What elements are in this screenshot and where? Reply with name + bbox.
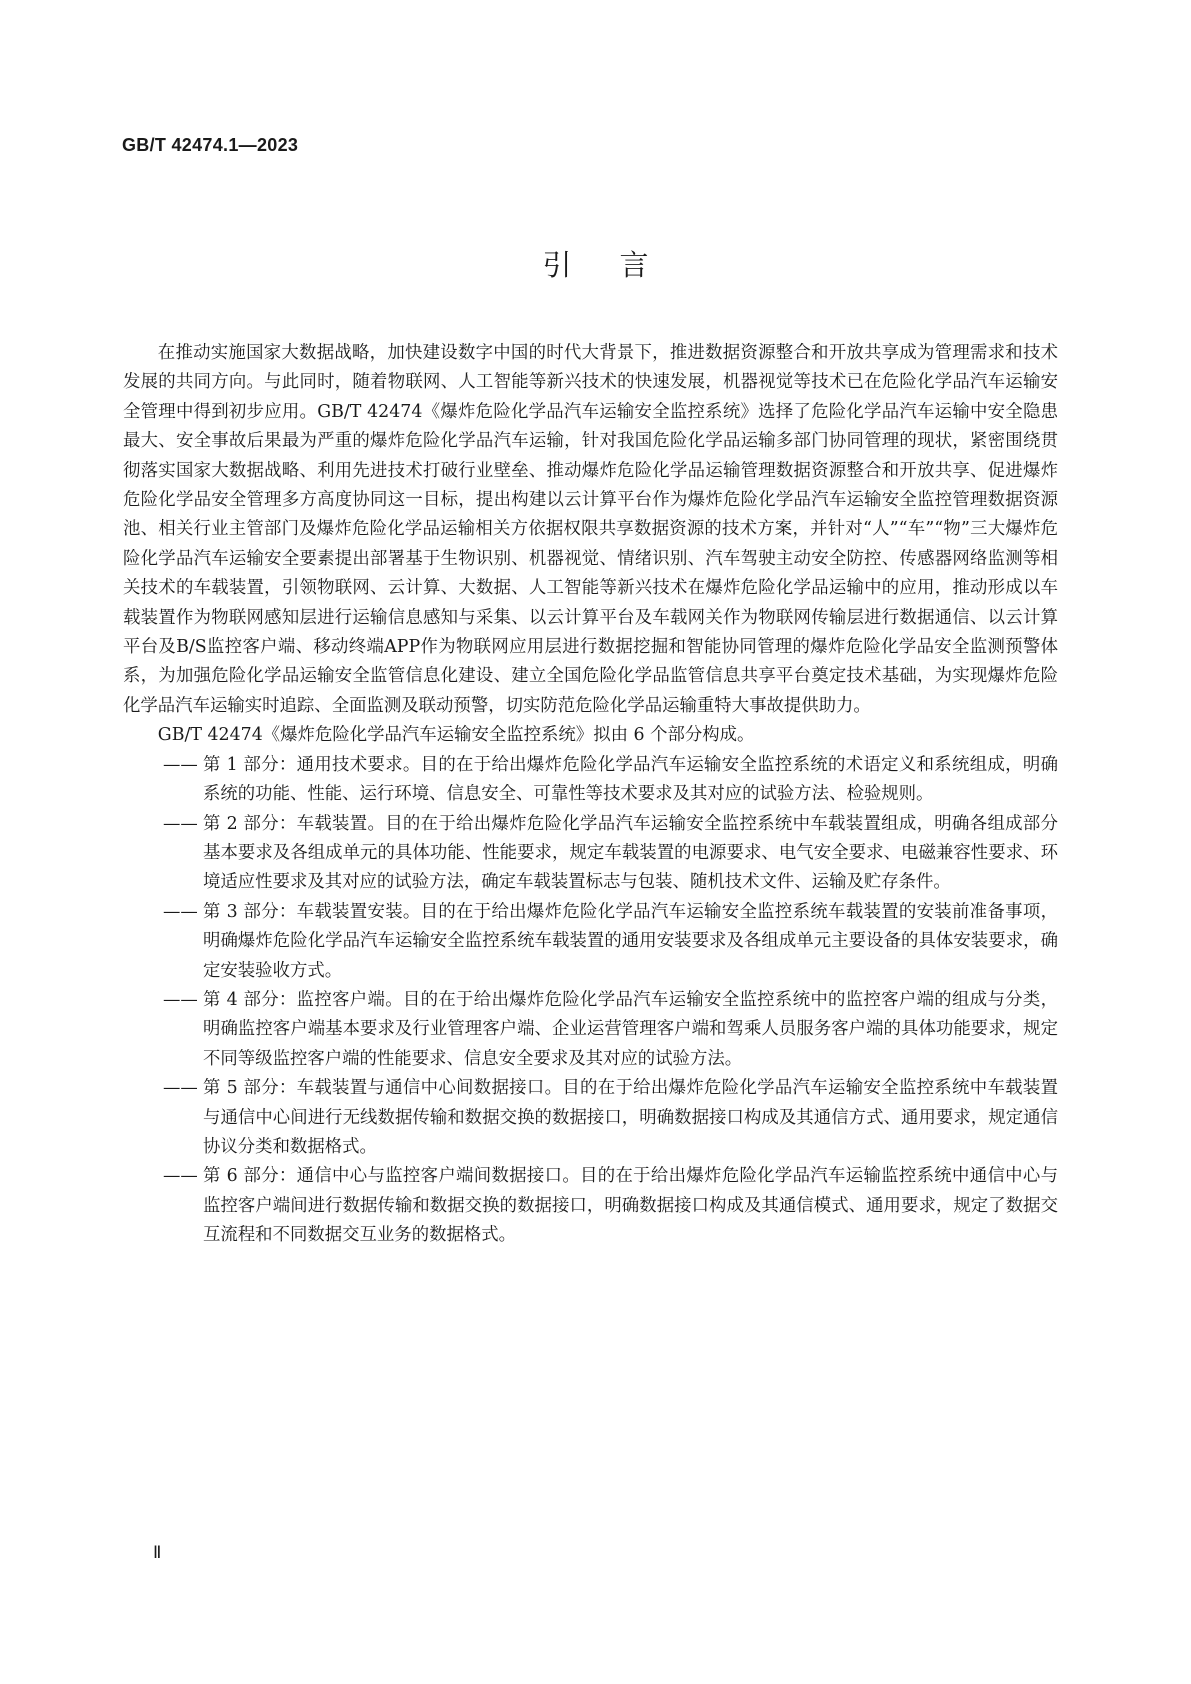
intro-paragraph: 在推动实施国家大数据战略，加快建设数字中国的时代大背景下，推进数据资源整合和开放共享成为管理需求和技术发展的共同方向。与此同时，随着物联网、人工智能等新兴技术的快速发展，机器视觉等技术已在危险化学品汽车运输安全管理中得到初步应用。GB/T 42474《爆炸危险化学品汽车运输安全监控系统》选择了危险化学品汽车运输中安全隐患最大、安全事故后果最为严重的爆炸危险化学品汽车运输，针对我国危险化学品运输多部门协同管理的现状，紧密围绕贯彻落实国家大数据战略、利用先进技术打破行业壁垒、推动爆炸危险化学品运输管理数据资源整合和开放共享、促进爆炸危险化学品安全管理多方高度协同这一目标，提出构建以云计算平台作为爆炸危险化学品汽车运输安全监控管理数据资源池、相关行业主管部门及爆炸危险化学品运输相关方依据权限共享数据资源的技术方案，并针对“人”“车”“物”三大爆炸危险化学品汽车运输安全要素提出部署基于生物识别、机器视觉、情绪识别、汽车驾驶主动安全防控、传感器网络监测等相关技术的车载装置，引领物联网、云计算、大数据、人工智能等新兴技术在爆炸危险化学品运输中的应用，推动形成以车载装置作为物联网感知层进行运输信息感知与采集、以云计算平台及车载网关作为物联网传输层进行数据通信、以云计算平台及B/S监控客户端、移动终端APP作为物联网应用层进行数据挖掘和智能协同管理的爆炸危险化学品安全监测预警体系，为加强危险化学品运输安全监管信息化建设、建立全国危险化学品监管信息共享平台奠定技术基础，为实现爆炸危险化学品汽车运输实时追踪、全面监测及联动预警，切实防范危险化学品运输重特大事故提供助力。 <box>123 343 1058 716</box>
list-item-part-5 <box>123 1074 1058 1162</box>
list-dash: —— <box>163 1078 198 1099</box>
part-3-text: 第 3 部分：车载装置安装。目的在于给出爆炸危险化学品汽车运输安全监控系统车载装置的安装前准备事项，明确爆炸危险化学品汽车运输安全监控系统车载装置的通用安装要求及各组成单元主要设备的具体安装要求，确定安装验收方式。 <box>203 901 1058 981</box>
list-dash: —— <box>163 754 198 775</box>
standard-code: GB/T 42474.1—2023 <box>122 135 299 155</box>
list-item-part-1 <box>123 751 1058 810</box>
structure-paragraph: GB/T 42474《爆炸危险化学品汽车运输安全监控系统》拟由 6 个部分构成。 <box>157 725 755 746</box>
part-1-text: 第 1 部分：通用技术要求。目的在于给出爆炸危险化学品汽车运输安全监控系统的术语定义和系统组成，明确系统的功能、性能、运行环境、信息安全、可靠性等技术要求及其对应的试验方法、检验规则。 <box>203 754 1058 805</box>
part-4-text: 第 4 部分：监控客户端。目的在于给出爆炸危险化学品汽车运输安全监控系统中的监控客户端的组成与分类，明确监控客户端基本要求及行业管理客户端、企业运营管理客户端和驾乘人员服务客户端的具体功能要求，规定不同等级监控客户端的性能要求、信息安全要求及其对应的试验方法。 <box>203 989 1058 1069</box>
part-2-text: 第 2 部分：车载装置。目的在于给出爆炸危险化学品汽车运输安全监控系统中车载装置组成，明确各组成部分基本要求及各组成单元的具体功能、性能要求，规定车载装置的电源要求、电气安全要求、电磁兼容性要求、环境适应性要求及其对应的试验方法，确定车载装置标志与包装、随机技术文件、运输及贮存条件。 <box>203 813 1058 893</box>
list-dash: —— <box>163 901 198 922</box>
section-title: 引言 <box>542 248 697 282</box>
list-dash: —— <box>163 1166 198 1187</box>
list-item-part-6 <box>123 1162 1058 1250</box>
part-6-text: 第 6 部分：通信中心与监控客户端间数据接口。目的在于给出爆炸危险化学品汽车运输监控系统中通信中心与监控客户端间进行数据传输和数据交换的数据接口，明确数据接口构成及其通信模式、通用要求，规定了数据交互流程和不同数据交互业务的数据格式。 <box>203 1166 1058 1246</box>
list-dash: —— <box>163 989 198 1010</box>
part-5-text: 第 5 部分：车载装置与通信中心间数据接口。目的在于给出爆炸危险化学品汽车运输安全监控系统中车载装置与通信中心间进行无线数据传输和数据交换的数据接口，明确数据接口构成及其通信方式、通用要求，规定通信协议分类和数据格式。 <box>203 1078 1058 1157</box>
document-body <box>123 339 1058 1251</box>
list-dash: —— <box>163 813 198 834</box>
page-number: Ⅱ <box>153 1543 162 1562</box>
list-item-part-2 <box>123 810 1058 898</box>
list-item-part-4 <box>123 986 1058 1074</box>
list-item-part-3 <box>123 898 1058 986</box>
parts-list <box>123 751 1058 1251</box>
